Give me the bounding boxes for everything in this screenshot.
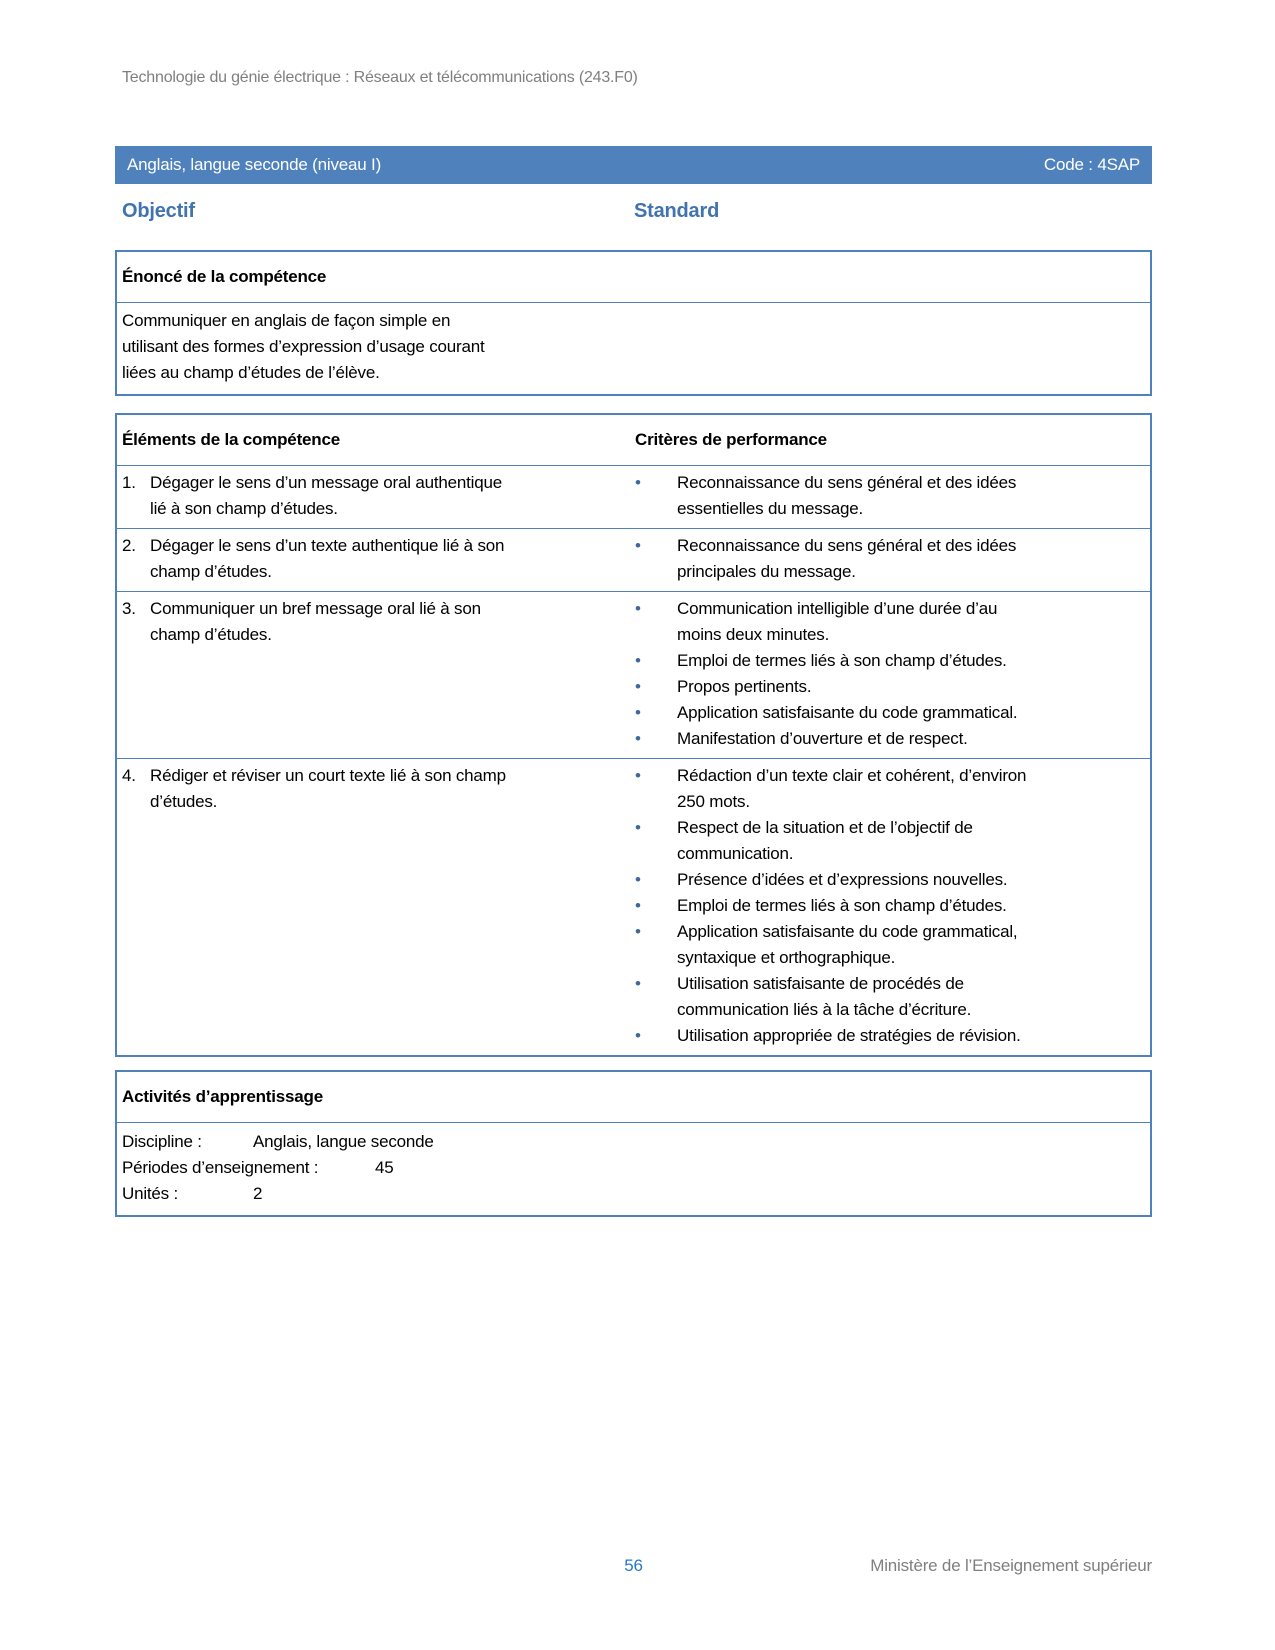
- column-headings: [0, 200, 1275, 228]
- criterion-item: [635, 763, 1142, 815]
- criterion-item: [635, 893, 1142, 919]
- competence-table-header: [117, 415, 1150, 466]
- element-text: Dégager le sens d’un texte authentique lié à son champ d’études.: [150, 536, 505, 581]
- activity-label: Périodes d’enseignement :: [122, 1158, 319, 1177]
- page-number: 56: [624, 1556, 643, 1575]
- bullet-icon: [635, 674, 677, 700]
- activity-label: Unités :: [122, 1184, 179, 1203]
- criterion-text: Emploi de termes liés à son champ d’études.: [677, 651, 1007, 670]
- title-bar: [115, 146, 1152, 184]
- criterion-item: [635, 674, 1142, 700]
- bullet-icon: [635, 470, 677, 522]
- element-cell: [117, 759, 635, 1055]
- element-cell: [117, 592, 635, 758]
- bullet-icon: [635, 596, 677, 648]
- criterion-text: Application satisfaisante du code grammatical, syntaxique et orthographique.: [677, 922, 1018, 967]
- competence-table: [115, 413, 1152, 1057]
- criterion-item: [635, 919, 1142, 971]
- activity-value: 2: [253, 1184, 263, 1203]
- criterion-text: Application satisfaisante du code grammatical.: [677, 703, 1018, 722]
- criterion-item: [635, 700, 1142, 726]
- criterion-text: Manifestation d’ouverture et de respect.: [677, 729, 968, 748]
- criterion-item: [635, 971, 1142, 1023]
- activity-row: [122, 1129, 1140, 1155]
- bullet-icon: [635, 533, 677, 585]
- criteria-cell: [635, 529, 1150, 591]
- criterion-text: Présence d’idées et d’expressions nouvelles.: [677, 870, 1008, 889]
- bullet-icon: [635, 763, 677, 815]
- standard-heading: Standard: [634, 200, 720, 222]
- criterion-text: Reconnaissance du sens général et des idées essentielles du message.: [677, 473, 1017, 518]
- criterion-item: [635, 726, 1142, 752]
- elements-header: Éléments de la compétence: [122, 430, 340, 449]
- enonce-body: Communiquer en anglais de façon simple en utilisant des formes d’expression d’usage courant liées au champ d’études de l’élève.: [122, 311, 485, 382]
- activity-label: Discipline :: [122, 1132, 202, 1151]
- element-row: [117, 466, 1150, 528]
- bullet-icon: [635, 726, 677, 752]
- element-cell: [117, 529, 635, 591]
- element-number: 4.: [122, 766, 136, 785]
- element-row: [117, 528, 1150, 591]
- activity-row: [122, 1155, 1140, 1181]
- criterion-item: [635, 1023, 1142, 1049]
- criterion-item: [635, 470, 1142, 522]
- criterion-item: [635, 596, 1142, 648]
- bullet-icon: [635, 893, 677, 919]
- criterion-item: [635, 867, 1142, 893]
- page-footer: [115, 1556, 1152, 1584]
- criteria-cell: [635, 759, 1150, 1055]
- criterion-text: Communication intelligible d’une durée d’au moins deux minutes.: [677, 599, 998, 644]
- objectif-heading: Objectif: [122, 200, 195, 222]
- criteria-cell: [635, 466, 1150, 528]
- element-cell: [117, 466, 635, 528]
- criteria-cell: [635, 592, 1150, 758]
- criterion-text: Propos pertinents.: [677, 677, 812, 696]
- document-header: Technologie du génie électrique : Réseaux et télécommunications (243.F0): [122, 69, 638, 86]
- criterion-text: Reconnaissance du sens général et des idées principales du message.: [677, 536, 1017, 581]
- criterion-text: Respect de la situation et de l’objectif de communication.: [677, 818, 973, 863]
- criteres-header: Critères de performance: [635, 430, 827, 449]
- element-row: [117, 591, 1150, 758]
- element-number: 1.: [122, 473, 136, 492]
- bullet-icon: [635, 648, 677, 674]
- criterion-item: [635, 533, 1142, 585]
- element-text: Communiquer un bref message oral lié à son champ d’études.: [150, 599, 481, 644]
- bullet-icon: [635, 919, 677, 971]
- ministry-footer: Ministère de l’Enseignement supérieur: [870, 1556, 1152, 1575]
- element-number: 3.: [122, 599, 136, 618]
- bullet-icon: [635, 971, 677, 1023]
- bullet-icon: [635, 867, 677, 893]
- criterion-item: [635, 648, 1142, 674]
- activity-value: Anglais, langue seconde: [253, 1132, 434, 1151]
- course-code: Code : 4SAP: [1043, 155, 1140, 174]
- element-text: Rédiger et réviser un court texte lié à son champ d’études.: [150, 766, 506, 811]
- element-row: [117, 758, 1150, 1055]
- criterion-text: Utilisation satisfaisante de procédés de communication liés à la tâche d’écriture.: [677, 974, 972, 1019]
- bullet-icon: [635, 1023, 677, 1049]
- activites-table: [115, 1070, 1152, 1217]
- element-text: Dégager le sens d’un message oral authentique lié à son champ d’études.: [150, 473, 503, 518]
- element-number: 2.: [122, 536, 136, 555]
- activites-body: [117, 1123, 1150, 1215]
- bullet-icon: [635, 815, 677, 867]
- enonce-header: Énoncé de la compétence: [117, 252, 1150, 303]
- activites-header: Activités d’apprentissage: [117, 1072, 1150, 1123]
- enonce-table: [115, 250, 1152, 396]
- criterion-text: Utilisation appropriée de stratégies de révision.: [677, 1026, 1021, 1045]
- criterion-item: [635, 815, 1142, 867]
- activity-value: 45: [375, 1158, 394, 1177]
- criterion-text: Emploi de termes liés à son champ d’études.: [677, 896, 1007, 915]
- activity-row: [122, 1181, 1140, 1207]
- criterion-text: Rédaction d’un texte clair et cohérent, d’environ 250 mots.: [677, 766, 1027, 811]
- bullet-icon: [635, 700, 677, 726]
- course-title: Anglais, langue seconde (niveau I): [127, 155, 382, 174]
